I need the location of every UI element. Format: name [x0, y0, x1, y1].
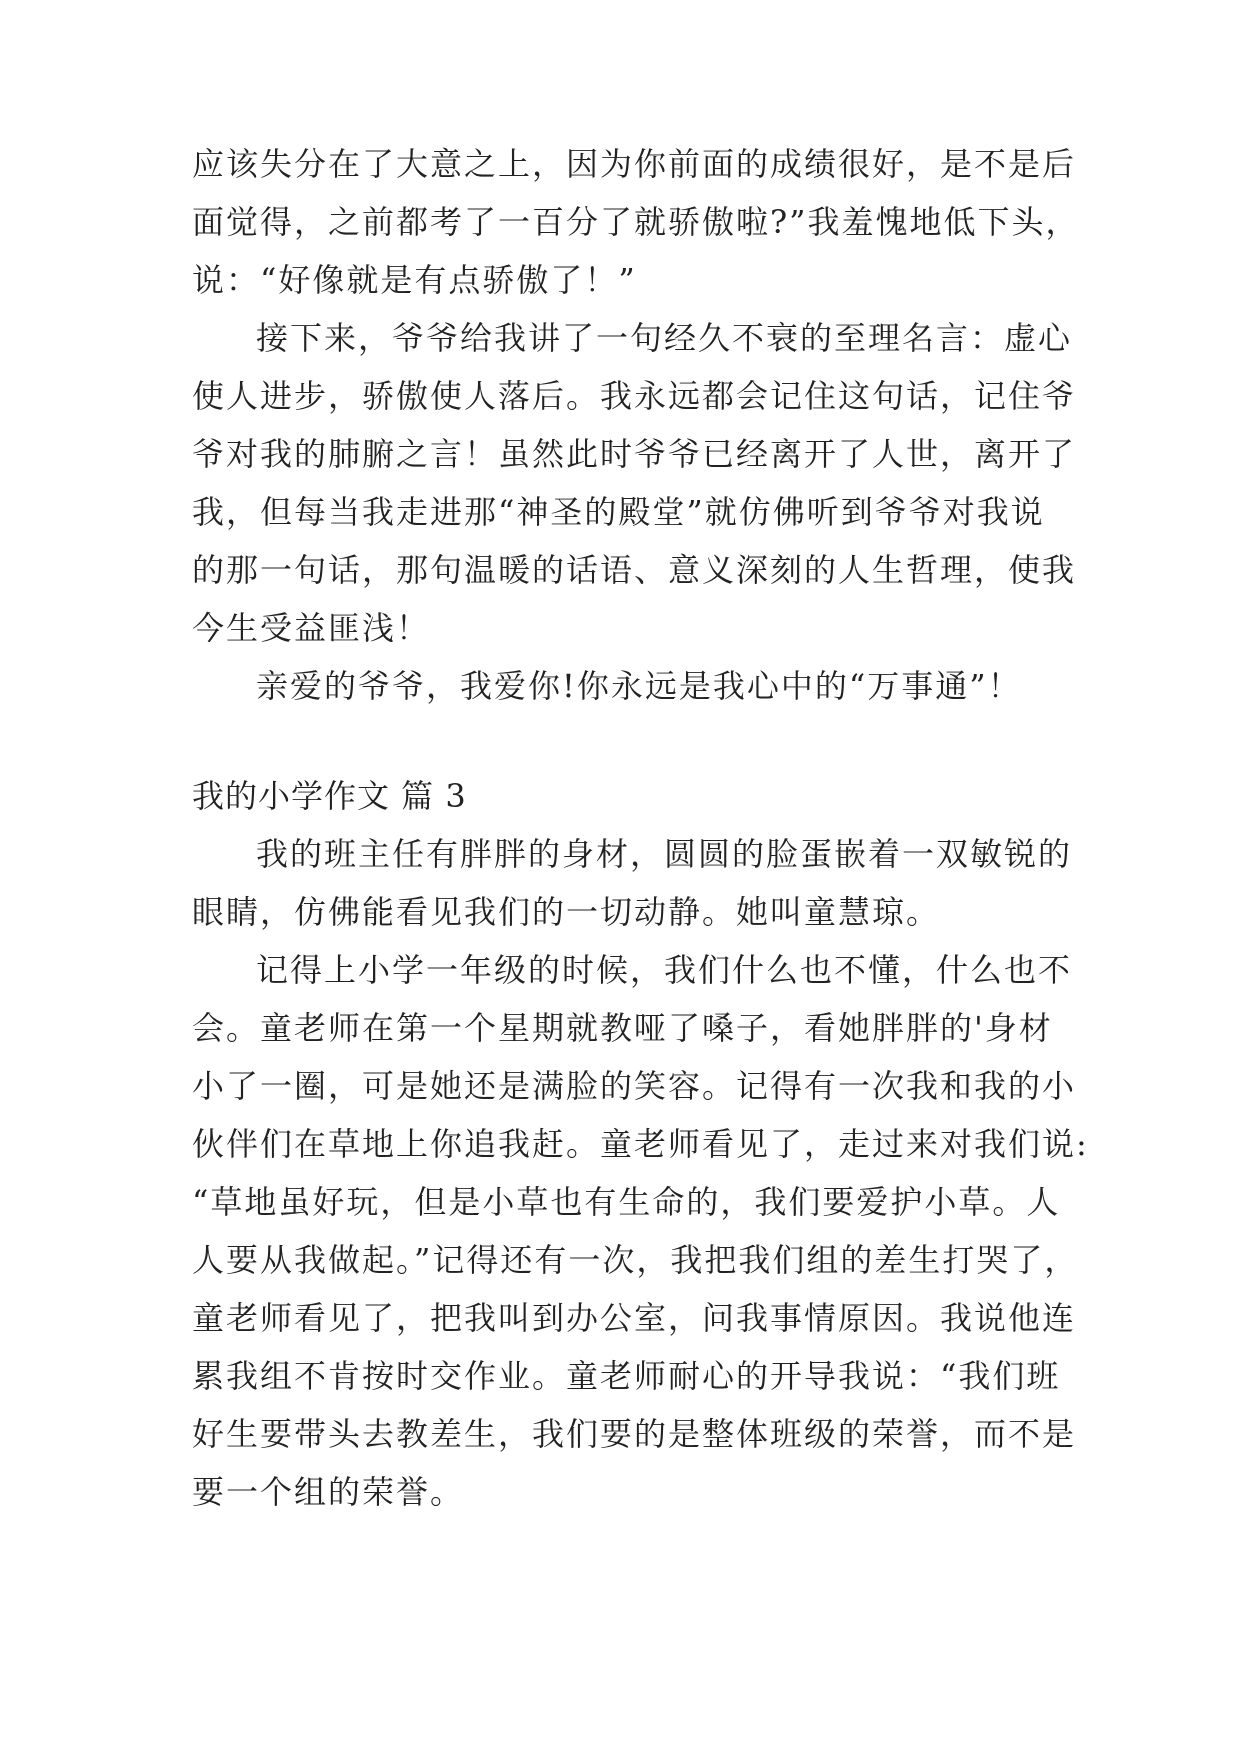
- text-line: 好生要带头去教差生，我们要的是整体班级的荣誉，而不是: [192, 1415, 1077, 1453]
- text-line: 应该失分在了大意之上，因为你前面的成绩很好，是不是后: [192, 145, 1077, 183]
- text-line: 眼睛，仿佛能看见我们的一切动静。她叫童慧琼。: [192, 893, 941, 931]
- text-line: 面觉得，之前都考了一百分了就骄傲啦?”我羞愧地低下头，: [192, 203, 1080, 241]
- text-line: 人要从我做起。”记得还有一次，我把我们组的差生打哭了，: [192, 1241, 1079, 1279]
- text-line: 的那一句话，那句温暖的话语、意义深刻的人生哲理，使我: [192, 551, 1077, 589]
- text-line: 使人进步，骄傲使人落后。我永远都会记住这句话，记住爷: [192, 377, 1077, 415]
- text-line: 会。童老师在第一个星期就教哑了嗓子，看她胖胖的'身材: [192, 1009, 1053, 1047]
- paragraph-first-line: 接下来，爷爷给我讲了一句经久不衰的至理名言：虚心: [256, 319, 1073, 357]
- section-heading: 我的小学作文 篇 3: [192, 777, 467, 815]
- text-line: 累我组不肯按时交作业。童老师耐心的开导我说：“我们班: [192, 1357, 1061, 1395]
- text-line: 伙伴们在草地上你追我赶。童老师看见了，走过来对我们说:: [192, 1125, 1089, 1163]
- text-line: “草地虽好玩，但是小草也有生命的，我们要爱护小草。人: [192, 1183, 1061, 1221]
- text-line: 小了一圈，可是她还是满脸的笑容。记得有一次我和我的小: [192, 1067, 1077, 1105]
- text-line: 爷对我的肺腑之言！虽然此时爷爷已经离开了人世，离开了: [192, 435, 1077, 473]
- text-line: 童老师看见了，把我叫到办公室，问我事情原因。我说他连: [192, 1299, 1077, 1337]
- paragraph-first-line: 亲爱的爷爷，我爱你!你永远是我心中的“万事通”！: [256, 667, 1022, 705]
- text-line: 说：“好像就是有点骄傲了！”: [192, 261, 637, 299]
- paragraph-first-line: 我的班主任有胖胖的身材，圆圆的脸蛋嵌着一双敏锐的: [256, 835, 1073, 873]
- text-line: 要一个组的荣誉。: [192, 1473, 465, 1511]
- text-line: 我，但每当我走进那“神圣的殿堂”就仿佛听到爷爷对我说: [192, 493, 1045, 531]
- text-line: 今生受益匪浅！: [192, 609, 431, 647]
- paragraph-first-line: 记得上小学一年级的时候，我们什么也不懂，什么也不: [256, 951, 1073, 989]
